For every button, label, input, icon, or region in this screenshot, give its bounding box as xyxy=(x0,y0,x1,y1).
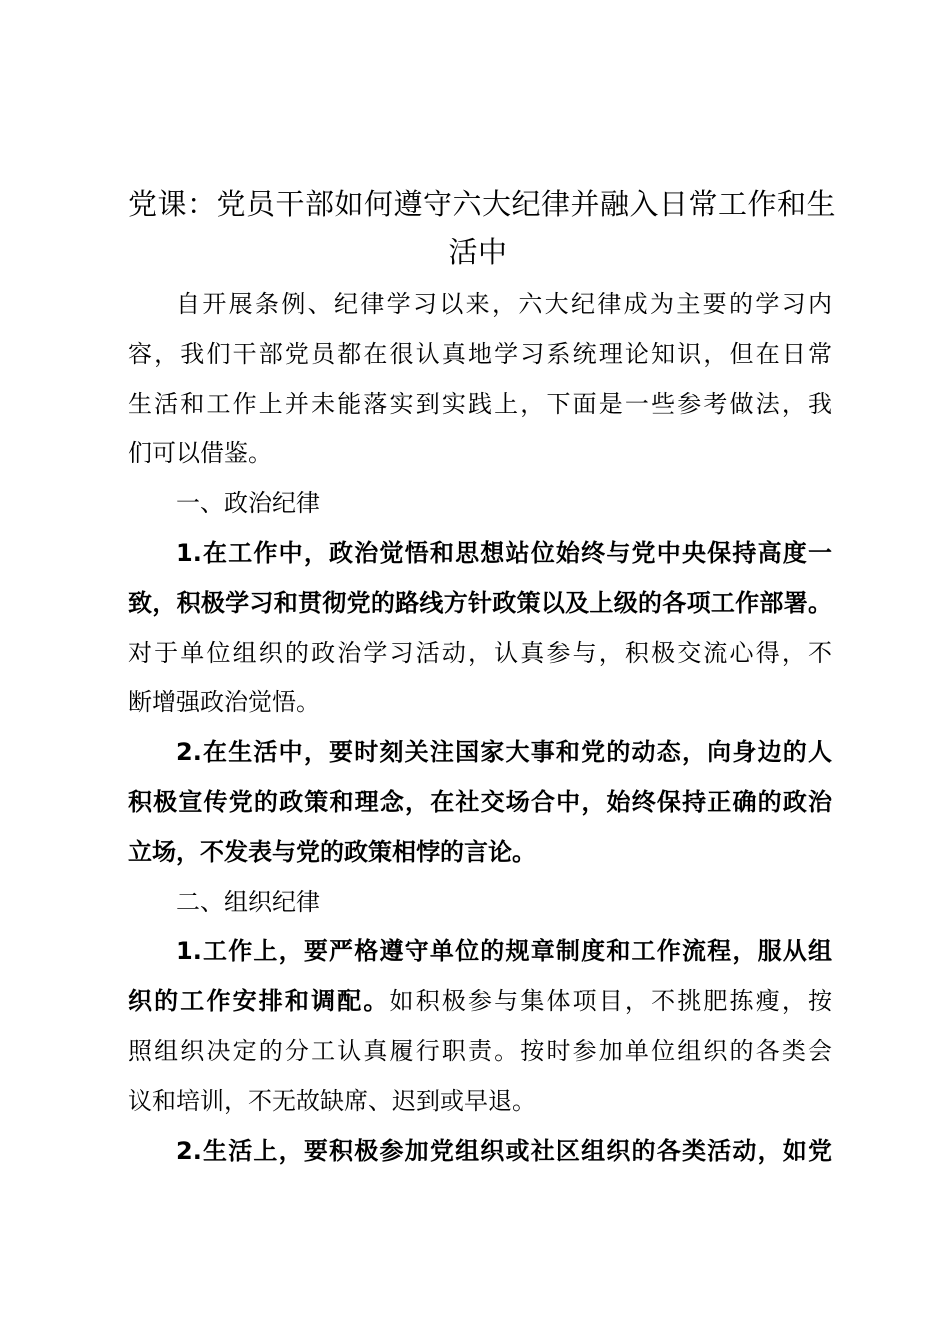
text-run: 们可以借鉴。 xyxy=(128,439,272,468)
text-run: 生活和工作上并未能落实到实践上，下面是一些参考做法，我 xyxy=(128,389,832,418)
text-run-bold: 织的工作安排和调配。 xyxy=(128,987,390,1016)
paragraph-intro xyxy=(128,280,832,479)
document-title xyxy=(128,180,837,276)
section-heading-political xyxy=(128,479,832,529)
text-run: 议和培训，不无故缺席、迟到或早退。 xyxy=(128,1086,536,1115)
text-run-bold: 2.在生活中，要时刻关注国家大事和党的动态，向身边的人 xyxy=(176,738,832,767)
text-line xyxy=(128,927,832,977)
text-run-bold: 2.生活上，要积极参加党组织或社区组织的各类活动，如党 xyxy=(176,1136,832,1165)
paragraph-political-work xyxy=(128,529,832,728)
text-line xyxy=(128,529,832,579)
text-line xyxy=(128,977,832,1027)
text-line xyxy=(128,330,832,380)
text-line xyxy=(128,1077,832,1127)
title-line: 党课：党员干部如何遵守六大纪律并融入日常工作和生 xyxy=(128,187,837,221)
text-run: 如积极参与集体项目，不挑肥拣瘦，按 xyxy=(389,987,833,1016)
text-line xyxy=(128,579,832,629)
text-line xyxy=(128,629,832,679)
text-run: 二、组织纪律 xyxy=(176,887,320,916)
text-run: 对于单位组织的政治学习活动，认真参与，积极交流心得，不 xyxy=(128,638,832,667)
text-line xyxy=(128,778,832,828)
section-heading-organizational xyxy=(128,878,832,928)
text-run-bold: 1.在工作中，政治觉悟和思想站位始终与党中央保持高度一 xyxy=(176,538,832,567)
document-body xyxy=(128,280,832,1176)
text-run-bold: 积极宣传党的政策和理念，在社交场合中，始终保持正确的政治 xyxy=(128,787,832,816)
text-line xyxy=(128,1127,832,1177)
text-line xyxy=(128,828,832,878)
text-run: 照组织决定的分工认真履行职责。按时参加单位组织的各类会 xyxy=(128,1036,832,1065)
text-run-bold: 1.工作上，要严格遵守单位的规章制度和工作流程，服从组 xyxy=(176,937,832,966)
text-run: 一、政治纪律 xyxy=(176,489,320,518)
text-line xyxy=(128,678,832,728)
text-line xyxy=(128,479,832,529)
text-line xyxy=(128,1027,832,1077)
text-run: 自开展条例、纪律学习以来，六大纪律成为主要的学习内 xyxy=(176,290,832,318)
text-run: 容，我们干部党员都在很认真地学习系统理论知识，但在日常 xyxy=(128,339,832,368)
paragraph-organizational-life xyxy=(128,1127,832,1177)
text-run-bold: 致，积极学习和贯彻党的路线方针政策以及上级的各项工作部署。 xyxy=(128,588,832,617)
text-run: 断增强政治觉悟。 xyxy=(128,688,320,717)
title-line: 活中 xyxy=(448,235,508,269)
text-line xyxy=(128,280,832,330)
text-line xyxy=(128,878,832,928)
text-run-bold: 立场，不发表与党的政策相悖的言论。 xyxy=(128,837,536,866)
text-line xyxy=(128,728,832,778)
text-line xyxy=(128,380,832,430)
text-line xyxy=(128,429,832,479)
paragraph-political-life xyxy=(128,728,832,877)
paragraph-organizational-work xyxy=(128,927,832,1126)
